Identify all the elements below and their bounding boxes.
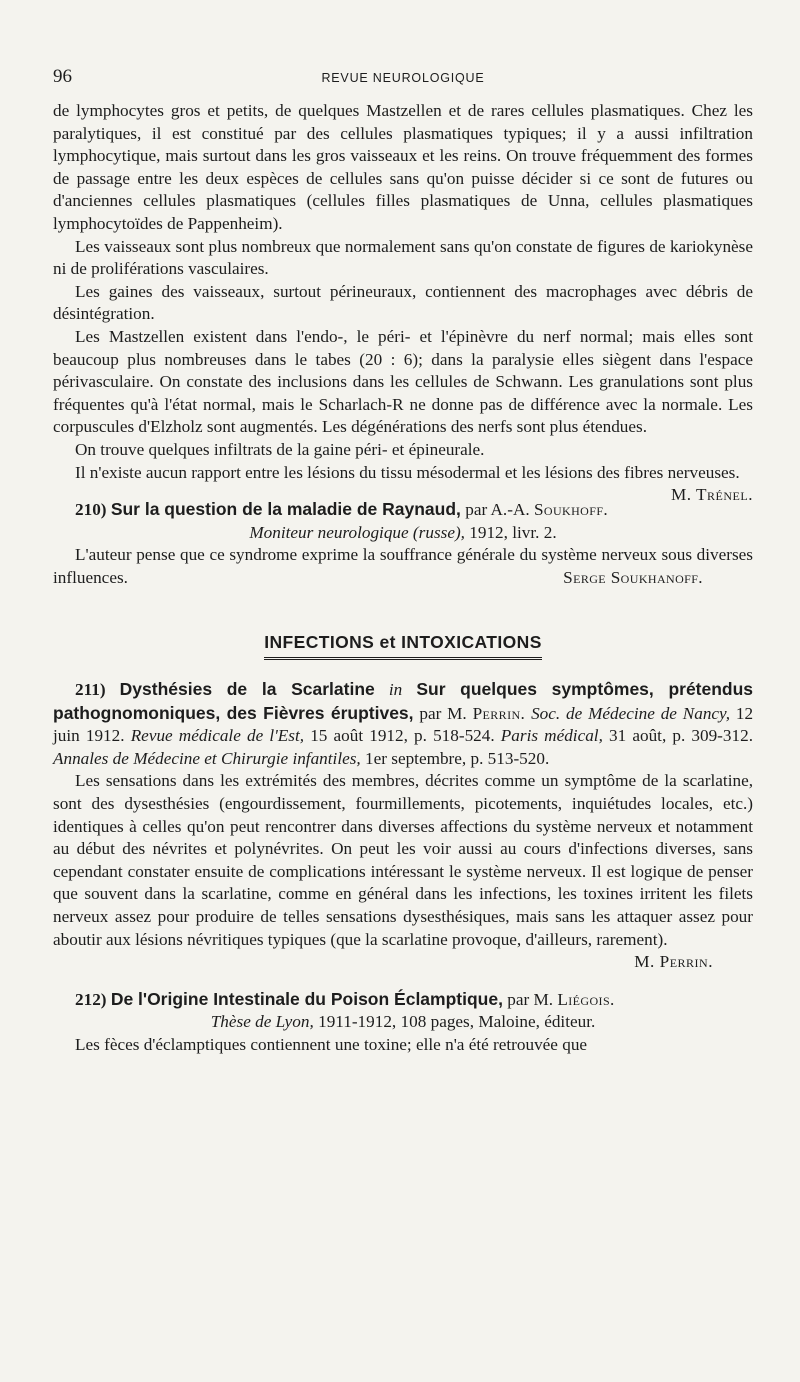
entry-212 <box>53 988 753 1057</box>
entry-by: par M. <box>507 989 554 1009</box>
signature: Serge Soukhanoff. <box>563 567 703 587</box>
signature: M. Perrin. <box>634 952 713 972</box>
citation-details: 1911-1912, 108 pages, Maloine, éditeur. <box>318 1012 596 1032</box>
entry-211 <box>53 678 753 974</box>
running-head <box>53 66 753 92</box>
paragraph-text: Il n'existe aucun rapport entre les lésions du tissu mésodermal et les lésions des fibres nerveuses. <box>75 462 740 482</box>
article-body <box>53 100 753 1057</box>
paragraph: de lymphocytes gros et petits, de quelques Mastzellen et de rares cellules plasmatiques. Chez les paralytiques, il est constitué par des cellules plasmatiques typiques; il y a aussi infiltration lymphocytique, mais surtout dans les gros vaisseaux et les reins. On trouve fréquemment des formes de passage entre les deux espèces de cellules sans qu'on puisse décider si ce sont de futures ou d'anciennes cellules plasmatiques (cellules filles plasmatiques de Unna, cellules plasmatiques lymphocytoïdes de Pappenheim). <box>53 101 753 233</box>
entry-number: 210) <box>75 500 107 520</box>
entry-author: Liégois. <box>557 989 615 1009</box>
paragraph: Les vaisseaux sont plus nombreux que normalement sans qu'on constate de figures de kariokynèse ni de proliférations vasculaires. <box>53 236 753 279</box>
section-heading-wrap <box>53 631 753 660</box>
journal-title: REVUE NEUROLOGIQUE <box>321 71 485 85</box>
entry-210 <box>53 498 753 589</box>
entry-number: 212) <box>75 989 107 1009</box>
entry-author: Perrin. <box>472 703 526 723</box>
entry-author: Soukhoff. <box>533 500 609 520</box>
thesis-name: Thèse de Lyon, <box>210 1012 314 1032</box>
citation-details: 31 août, p. 309-312. <box>609 726 753 746</box>
entry-title-in: in <box>388 680 403 700</box>
entry-title: Dysthésies de la Scarlatine <box>119 679 375 700</box>
citation-details: 12 juin 1912. <box>53 703 754 746</box>
entry-heading <box>53 988 753 1012</box>
entry-number: 211) <box>75 680 106 700</box>
citation-details: 1er septembre, p. 513-520. <box>365 748 550 768</box>
paragraph: Les gaines des vaisseaux, surtout périneuraux, contiennent des macrophages avec débris de désintégration. <box>53 281 753 324</box>
abstract-text: L'auteur pense que ce syndrome exprime la souffrance générale du système nerveux sous diverses influences. <box>53 545 753 587</box>
signature: M. Trénel. <box>670 485 753 505</box>
journal-name: Paris médical, <box>500 726 603 746</box>
journal-name: Annales de Médecine et Chirurgie infantiles, <box>53 748 361 768</box>
entry-abstract: Les fèces d'éclamptiques contiennent une toxine; elle n'a été retrouvée que <box>75 1034 588 1054</box>
paragraph: Les Mastzellen existent dans l'endo-, le péri- et l'épinèvre du nerf normal; mais elles sont beaucoup plus nombreuses dans le tabes (20 : 6); dans la paralysie elles siègent dans l'espace périvasculaire. On constate des inclusions dans les cellules de Schwann. Les granulations sont plus fréquentes qu'à l'état normal, mais le Scharlach-R ne donne pas de différence avec la normale. Les corpuscules d'Elzholz sont augmentés. Les dégénérations des nerfs sont plus étendues. <box>53 326 753 437</box>
section-heading: INFECTIONS et INTOXICATIONS <box>264 631 542 660</box>
entry-citation <box>53 1011 753 1034</box>
entry-title-continued: Sur quelques symptômes, prétendus pathognomoniques, des Fièvres éruptives, <box>53 679 754 723</box>
entry-by: par A.-A. <box>465 500 530 520</box>
journal-name: Moniteur neurologique (russe), <box>249 522 465 542</box>
page-number: 96 <box>53 66 72 87</box>
entry-title: De l'Origine Intestinale du Poison Éclamptique, <box>110 988 503 1009</box>
entry-heading <box>53 678 753 770</box>
paragraph <box>53 462 753 505</box>
journal-name: Revue médicale de l'Est, <box>130 726 305 746</box>
entry-abstract <box>53 544 753 589</box>
citation-details: 1912, livr. 2. <box>469 522 557 542</box>
citation-details: 15 août 1912, p. 518-524. <box>310 726 495 746</box>
society-name: Soc. de Médecine de Nancy, <box>531 703 731 723</box>
entry-title: Sur la question de la maladie de Raynaud, <box>110 499 461 520</box>
entry-citation <box>53 522 753 545</box>
paragraph: On trouve quelques infiltrats de la gaine péri- et épineurale. <box>75 439 485 459</box>
entry-abstract: Les sensations dans les extrémités des membres, décrites comme un symptôme de la scarlatine, sont des dysesthésies (engourdissement, fourmillements, picotements, inquiétudes locales, etc.) identiques à celles qu'on peut rencontrer dans diverses affections du système nerveux et notamment au début des névrites et polynévrites. On peut les voir aussi au cours d'infections diverses, sans cependant constater ensuite de complications intéressant le système nerveux. Il est logique de penser que souvent dans la scarlatine, comme en général dans les infections, les toxines irritent les filets nerveux assez pour produire de telles sensations dysesthésiques, mais sans les attaquer assez pour aboutir aux lésions névritiques typiques (que la scarlatine provoque, d'ailleurs, rarement). <box>53 771 753 949</box>
entry-by: par M. <box>419 703 467 723</box>
